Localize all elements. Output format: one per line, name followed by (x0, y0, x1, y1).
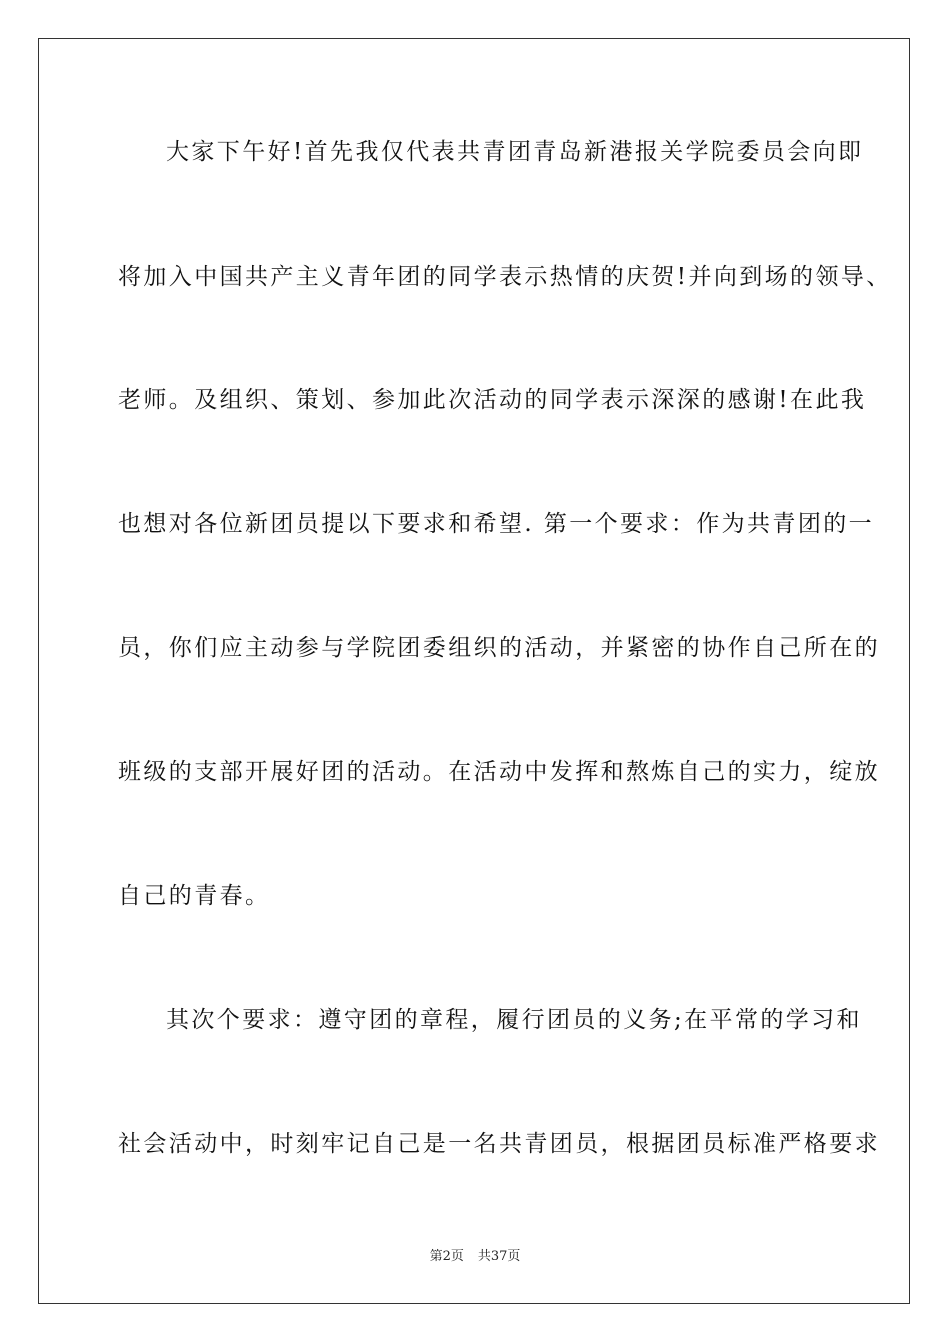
page-footer (0, 1248, 950, 1266)
page-number: 第2页 (429, 1249, 464, 1264)
page-total: 共37页 (477, 1249, 521, 1264)
paragraph-1-line-4: 也想对各位新团员提以下要求和希望. 第一个要求：作为共青团的一 (118, 511, 875, 537)
paragraph-1-line-3: 老师。及组织、策划、参加此次活动的同学表示深深的感谢!在此我 (118, 387, 867, 413)
paragraph-1-line-1: 大家下午好!首先我仅代表共青团青岛新港报关学院委员会向即 (166, 139, 864, 165)
paragraph-1-line-7: 自己的青春。 (118, 883, 271, 909)
page-border (38, 38, 910, 1304)
paragraph-2-line-1: 其次个要求：遵守团的章程，履行团员的义务;在平常的学习和 (166, 1007, 862, 1033)
paragraph-1-line-2: 将加入中国共产主义青年团的同学表示热情的庆贺!并向到场的领导、 (118, 264, 892, 290)
paragraph-1-line-6: 班级的支部开展好团的活动。在活动中发挥和熬炼自己的实力，绽放 (118, 759, 880, 785)
paragraph-1-line-5: 员，你们应主动参与学院团委组织的活动，并紧密的协作自己所在的 (118, 635, 880, 661)
paragraph-2-line-2: 社会活动中，时刻牢记自己是一名共青团员，根据团员标准严格要求 (118, 1131, 880, 1157)
